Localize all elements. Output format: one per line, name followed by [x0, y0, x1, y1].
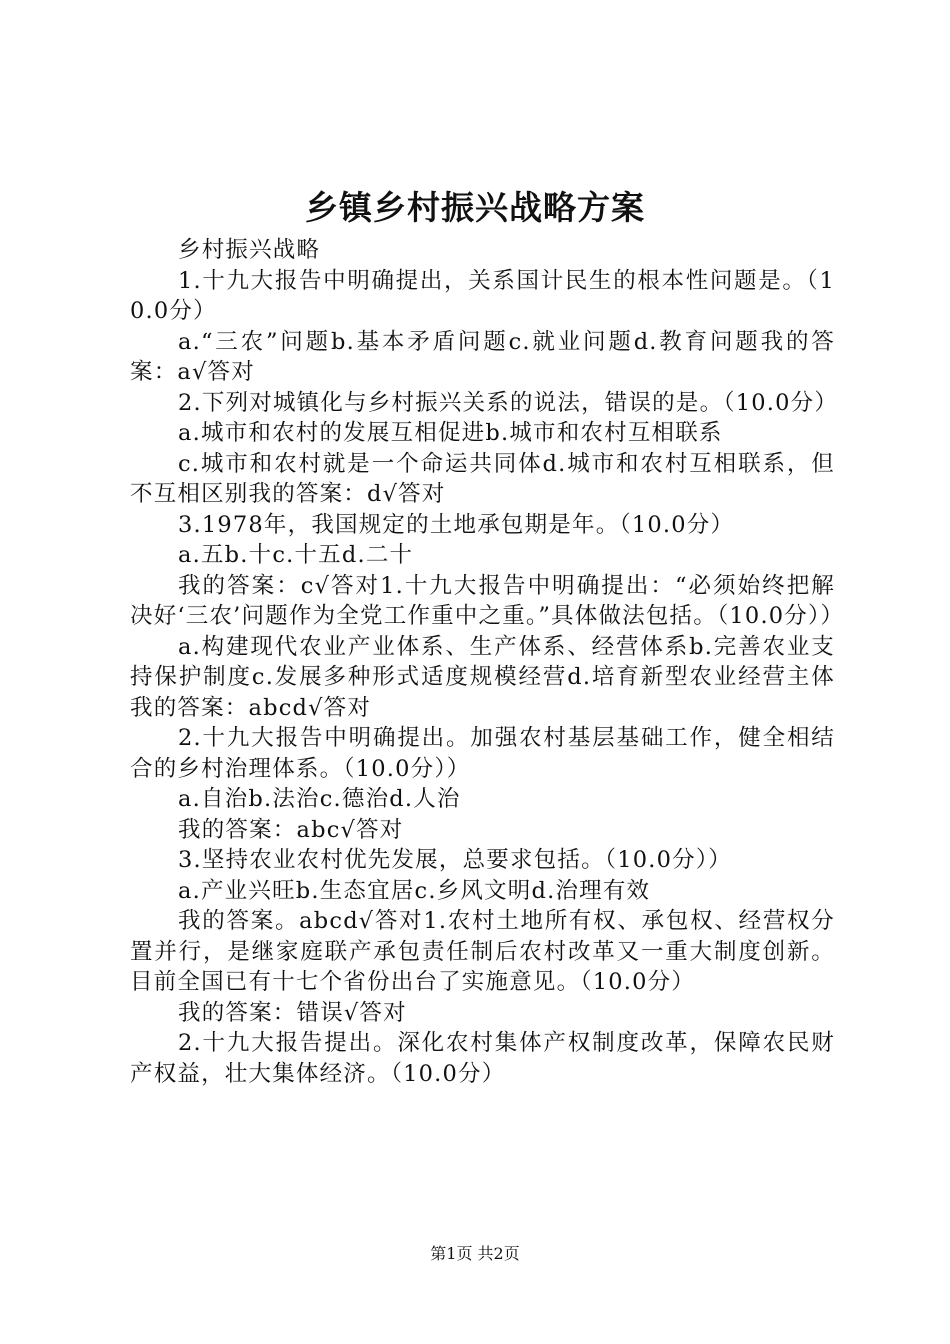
paragraph: 乡村振兴战略 — [178, 237, 321, 263]
page-number-footer: 第1页 共2页 — [430, 1244, 520, 1263]
paragraph: a.城市和农村的发展互相促进b.城市和农村互相联系 — [178, 420, 723, 446]
paragraph: 我的答案：c√答对1.十九大报告中明确提出：“必须始终把解决好‘三农’问题作为全党工作重中之重。”具体做法包括。（10.0分）） — [130, 572, 845, 629]
paragraph: 我的答案。abcd√答对1.农村土地所有权、承包权、经营权分置并行，是继家庭联产承包责任制后农村改革又一重大制度创新。目前全国已有十七个省份出台了实施意见。（10.0分） — [130, 908, 835, 995]
paragraph: 我的答案：abc√答对 — [178, 816, 404, 843]
paragraph: 2.十九大报告中明确提出。加强农村基层基础工作，健全相结合的乡村治理体系。（10.0分）） — [130, 725, 835, 782]
document-body — [130, 235, 845, 1089]
paragraph: 3.坚持农业农村优先发展，总要求包括。（10.0分）） — [178, 847, 732, 873]
paragraph: a.自治b.法治c.德治d.人治 — [178, 786, 461, 812]
paragraph: 2.下列对城镇化与乡村振兴关系的说法，错误的是。（10.0分） — [178, 389, 839, 416]
paragraph: a.“三农”问题b.基本矛盾问题c.就业问题d.教育问题我的答案：a√答对 — [130, 328, 835, 385]
paragraph: 我的答案：错误√答对 — [178, 999, 407, 1026]
paragraph: a.构建现代农业产业体系、生产体系、经营体系b.完善农业支持保护制度c.发展多种形式适度规模经营d.培育新型农业经营主体我的答案：abcd√答对 — [130, 633, 835, 721]
paragraph: 3.1978年，我国规定的土地承包期是年。（10.0分） — [178, 511, 735, 538]
paragraph: a.产业兴旺b.生态宜居c.乡风文明d.治理有效 — [178, 877, 651, 904]
paragraph: 2.十九大报告提出。深化农村集体产权制度改革，保障农民财产权益，壮大集体经济。（10.0分） — [130, 1030, 835, 1087]
paragraph: c.城市和农村就是一个命运共同体d.城市和农村互相联系，但不互相区别我的答案：d√答对 — [130, 450, 835, 507]
paragraph: 1.十九大报告中明确提出，关系国计民生的根本性问题是。（10.0分） — [130, 267, 835, 324]
paragraph: a.五b.十c.十五d.二十 — [178, 542, 414, 568]
document-title: 乡镇乡村振兴战略方案 — [305, 188, 645, 227]
